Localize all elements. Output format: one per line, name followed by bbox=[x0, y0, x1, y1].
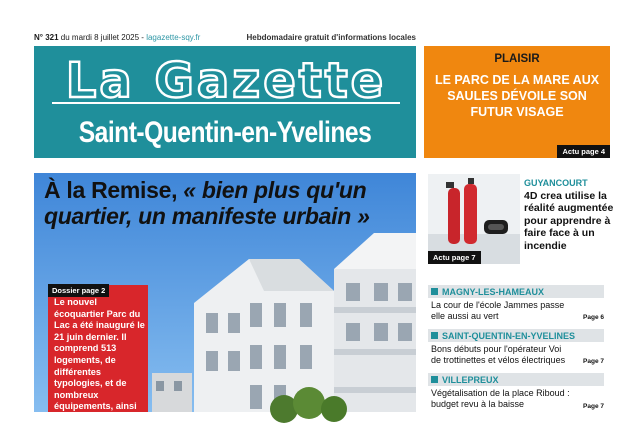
brief-header bbox=[428, 285, 604, 298]
brief-item[interactable] bbox=[428, 373, 604, 410]
teaser-box[interactable] bbox=[424, 46, 610, 158]
brief-text: Bons débuts pour l'opérateur Voi de trottinettes et vélos électriques bbox=[431, 344, 566, 365]
masthead bbox=[34, 46, 416, 158]
side-story-place: GUYANCOURT bbox=[524, 178, 588, 188]
brief-item[interactable] bbox=[428, 329, 604, 365]
side-story[interactable] bbox=[524, 178, 620, 252]
brief-place: SAINT-QUENTIN-EN-YVELINES bbox=[442, 330, 576, 341]
masthead-subtitle: Saint-Quentin-en-Yvelines bbox=[78, 116, 372, 149]
brief-place: MAGNY-LES-HAMEAUX bbox=[442, 286, 545, 297]
brief-text: Végétalisation de la place Riboud : budget revu à la baisse bbox=[431, 388, 570, 409]
square-bullet-icon bbox=[431, 288, 438, 295]
main-headline-quote: « bien plus qu'un quartier, un manifeste urbain » bbox=[44, 177, 370, 229]
brief-item[interactable] bbox=[428, 285, 604, 321]
teaser-page-ref: Actu page 4 bbox=[557, 145, 610, 158]
side-story-text: 4D crea utilise la réalité augmentée pour apprendre à faire face à un incendie bbox=[524, 190, 614, 252]
side-story-photo bbox=[428, 174, 520, 264]
square-bullet-icon bbox=[431, 332, 438, 339]
dossier-page-ref: Dossier page 2 bbox=[48, 284, 109, 297]
brief-page: Page 7 bbox=[583, 403, 604, 410]
brief-text: La cour de l'école Jammes passe elle aussi au vert bbox=[431, 300, 565, 321]
teaser-kicker: PLAISIR bbox=[494, 53, 540, 65]
separator: - bbox=[141, 33, 144, 42]
brief-page: Page 7 bbox=[583, 358, 604, 365]
dossier-box bbox=[48, 285, 148, 423]
dossier-summary: Le nouvel écoquartier Parc du Lac a été inauguré le 21 juin dernier. Il comprend 513 logements, de différentes typologies, et de nombreux équipements, ainsi qu'une église. bbox=[54, 297, 145, 423]
brief-place: VILLEPREUX bbox=[442, 374, 499, 385]
teaser-headline: LE PARC DE LA MARE AUX SAULES DÉVOILE SON FUTUR VISAGE bbox=[434, 73, 600, 119]
square-bullet-icon bbox=[431, 376, 438, 383]
brief-header bbox=[428, 373, 604, 386]
side-story-page-ref: Actu page 7 bbox=[428, 251, 481, 264]
website-link[interactable]: lagazette-sqy.fr bbox=[146, 33, 201, 42]
brief-header bbox=[428, 329, 604, 342]
main-story[interactable] bbox=[34, 173, 416, 423]
brief-page: Page 6 bbox=[583, 314, 604, 321]
tagline: Hebdomadaire gratuit d'informations locales bbox=[246, 33, 416, 42]
main-headline bbox=[44, 177, 412, 229]
issue-date: du mardi 8 juillet 2025 bbox=[60, 33, 140, 42]
masthead-title: La Gazette bbox=[65, 53, 387, 109]
masthead-logo bbox=[46, 50, 406, 116]
issue-info-line bbox=[34, 32, 416, 44]
issue-number: N° 321 bbox=[34, 33, 59, 42]
main-headline-lead: À la Remise, bbox=[44, 177, 184, 203]
